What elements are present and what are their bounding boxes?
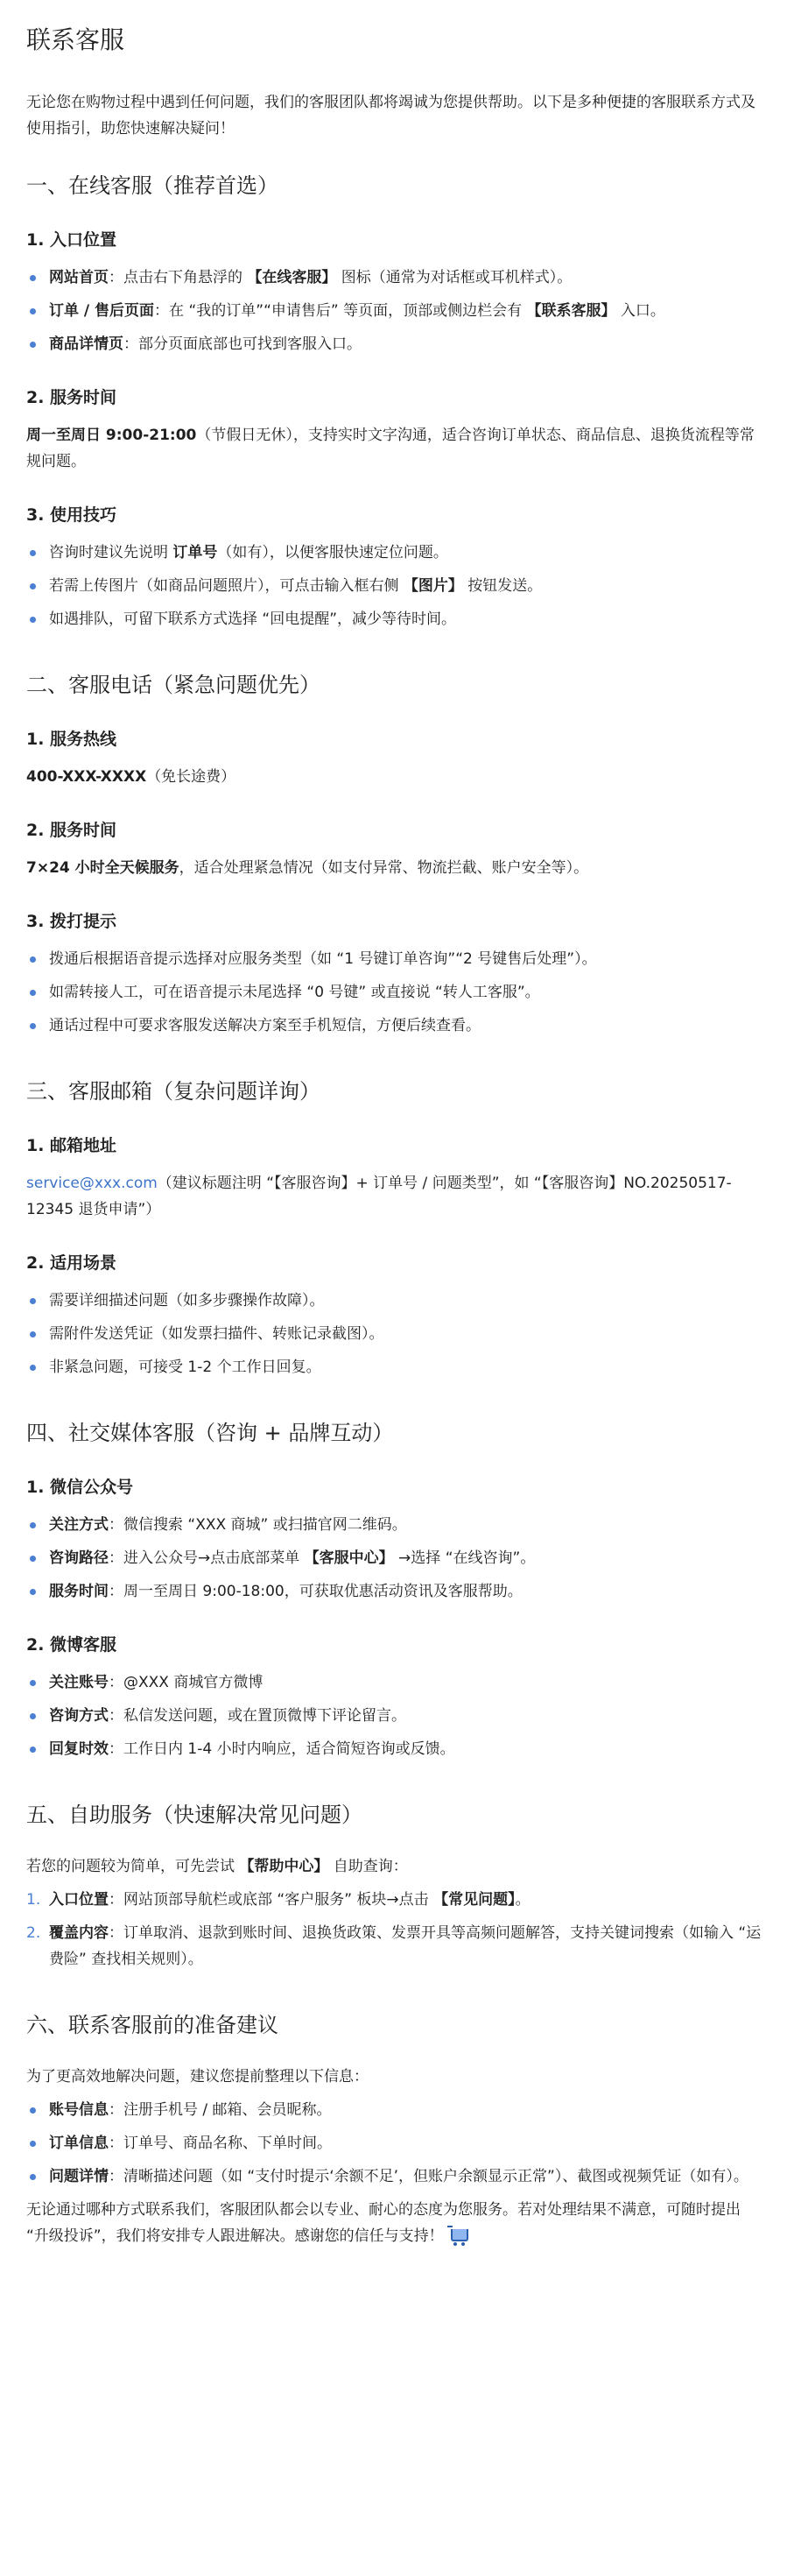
email-address-text: service@xxx.com（建议标题注明 “【客服咨询】+ 订单号 / 问题类型”，如 “【客服咨询】NO.20250517-12345 退货申请”） (26, 1175, 732, 1218)
section-social-heading: 四、社交媒体客服（咨询 + 品牌互动） (26, 1421, 394, 1445)
list-item: 关注账号：@XXX 商城官方微博 (26, 1669, 768, 1696)
list-item: 需要详细描述问题（如多步骤操作故障）。 (26, 1288, 768, 1314)
list-item: 服务时间：周一至周日 9:00-18:00，可获取优惠活动资讯及客服帮助。 (26, 1578, 768, 1605)
list-item: 账号信息：注册手机号 / 邮箱、会员昵称。 (26, 2097, 768, 2123)
list-item: 咨询方式：私信发送问题，或在置顶微博下评论留言。 (26, 1703, 768, 1729)
online-entry-list (26, 265, 768, 357)
online-entry-heading: 1. 入口位置 (26, 230, 117, 250)
phone-tips-list (26, 946, 768, 1039)
wechat-list (26, 1512, 768, 1605)
prepare-list (26, 2097, 768, 2190)
section-selfservice-heading: 五、自助服务（快速解决常见问题） (26, 1803, 362, 1827)
section-online-heading: 一、在线客服（推荐首选） (26, 173, 278, 198)
intro-paragraph: 无论您在购物过程中遇到任何问题，我们的客服团队都将竭诚为您提供帮助。以下是多种便捷的客服联系方式及使用指引，助您快速解决疑问！ (26, 94, 755, 138)
list-item: 问题详情：清晰描述问题（如 “支付时提示‘余额不足’，但账户余额显示正常”）、截图或视频凭证（如有）。 (26, 2163, 768, 2190)
hotline-text: 400-XXX-XXXX（免长途费） (26, 768, 236, 786)
list-item: 网站首页：点击右下角悬浮的 【在线客服】 图标（通常为对话框或耳机样式）。 (26, 265, 768, 291)
list-item: 1. 入口位置：网站顶部导航栏或底部 “客户服务” 板块→点击 【常见问题】。 (26, 1891, 531, 1909)
online-tips-list (26, 540, 768, 632)
email-scene-heading: 2. 适用场景 (26, 1253, 117, 1273)
list-item: 非紧急问题，可接受 1-2 个工作日回复。 (26, 1354, 768, 1380)
list-item: 通话过程中可要求客服发送解决方案至手机短信，方便后续查看。 (26, 1013, 768, 1039)
wechat-heading: 1. 微信公众号 (26, 1478, 134, 1497)
list-item: 订单信息：订单号、商品名称、下单时间。 (26, 2130, 768, 2156)
list-item: 咨询时建议先说明 订单号（如有），以便客服快速定位问题。 (26, 540, 768, 566)
email-address-heading: 1. 邮箱地址 (26, 1136, 117, 1155)
list-item: 2. 覆盖内容：订单取消、退款到账时间、退换货政策、发票开具等高频问题解答，支持关键词搜索（如输入 “运费险” 查找相关规则）。 (26, 1924, 762, 1968)
weibo-heading: 2. 微博客服 (26, 1635, 117, 1655)
online-time-heading: 2. 服务时间 (26, 388, 117, 407)
list-item: 拨通后根据语音提示选择对应服务类型（如 “1 号键订单咨询”“2 号键售后处理”）。 (26, 946, 768, 972)
section-email-heading: 三、客服邮箱（复杂问题详询） (26, 1079, 320, 1104)
phone-time-heading: 2. 服务时间 (26, 821, 117, 840)
hotline-heading: 1. 服务热线 (26, 730, 117, 749)
list-item: 若需上传图片（如商品问题照片），可点击输入框右侧 【图片】 按钮发送。 (26, 573, 768, 599)
list-item: 咨询路径：进入公众号→点击底部菜单 【客服中心】 →选择 “在线咨询”。 (26, 1545, 768, 1571)
selfservice-list (26, 1887, 768, 1973)
list-item: 关注方式：微信搜索 “XXX 商城” 或扫描官网二维码。 (26, 1512, 768, 1538)
selfservice-lead: 若您的问题较为简单，可先尝试 【帮助中心】 自助查询： (26, 1858, 408, 1875)
list-item: 商品详情页：部分页面底部也可找到客服入口。 (26, 331, 768, 357)
shopping-cart-icon (451, 2229, 468, 2241)
prepare-lead: 为了更高效地解决问题，建议您提前整理以下信息： (26, 2068, 369, 2086)
email-scene-list (26, 1288, 768, 1380)
weibo-list (26, 1669, 768, 1762)
page-title: 联系客服 (26, 25, 125, 54)
closing-paragraph: 无论通过哪种方式联系我们，客服团队都会以专业、耐心的态度为您服务。若对处理结果不满意，可随时提出 “升级投诉”，我们将安排专人跟进解决。感谢您的信任与支持！ (26, 2201, 741, 2245)
list-item: 如遇排队，可留下联系方式选择 “回电提醒”，减少等待时间。 (26, 606, 768, 632)
online-time-text: 周一至周日 9:00-21:00（节假日无休），支持实时文字沟通，适合咨询订单状态、商品信息、退换货流程等常规问题。 (26, 427, 755, 470)
email-link[interactable]: service@xxx.com (26, 1175, 158, 1192)
section-phone-heading: 二、客服电话（紧急问题优先） (26, 673, 320, 697)
phone-time-text: 7×24 小时全天候服务，适合处理紧急情况（如支付异常、物流拦截、账户安全等）。 (26, 859, 589, 877)
online-tips-heading: 3. 使用技巧 (26, 505, 117, 525)
list-item: 如需转接人工，可在语音提示未尾选择 “0 号键” 或直接说 “转人工客服”。 (26, 979, 768, 1006)
list-item: 需附件发送凭证（如发票扫描件、转账记录截图）。 (26, 1321, 768, 1347)
list-item: 订单 / 售后页面：在 “我的订单”“申请售后” 等页面，顶部或侧边栏会有 【联系客服】 入口。 (26, 298, 768, 324)
section-prepare-heading: 六、联系客服前的准备建议 (26, 2013, 278, 2037)
list-item: 回复时效：工作日内 1-4 小时内响应，适合简短咨询或反馈。 (26, 1736, 768, 1762)
phone-tips-heading: 3. 拨打提示 (26, 912, 117, 931)
